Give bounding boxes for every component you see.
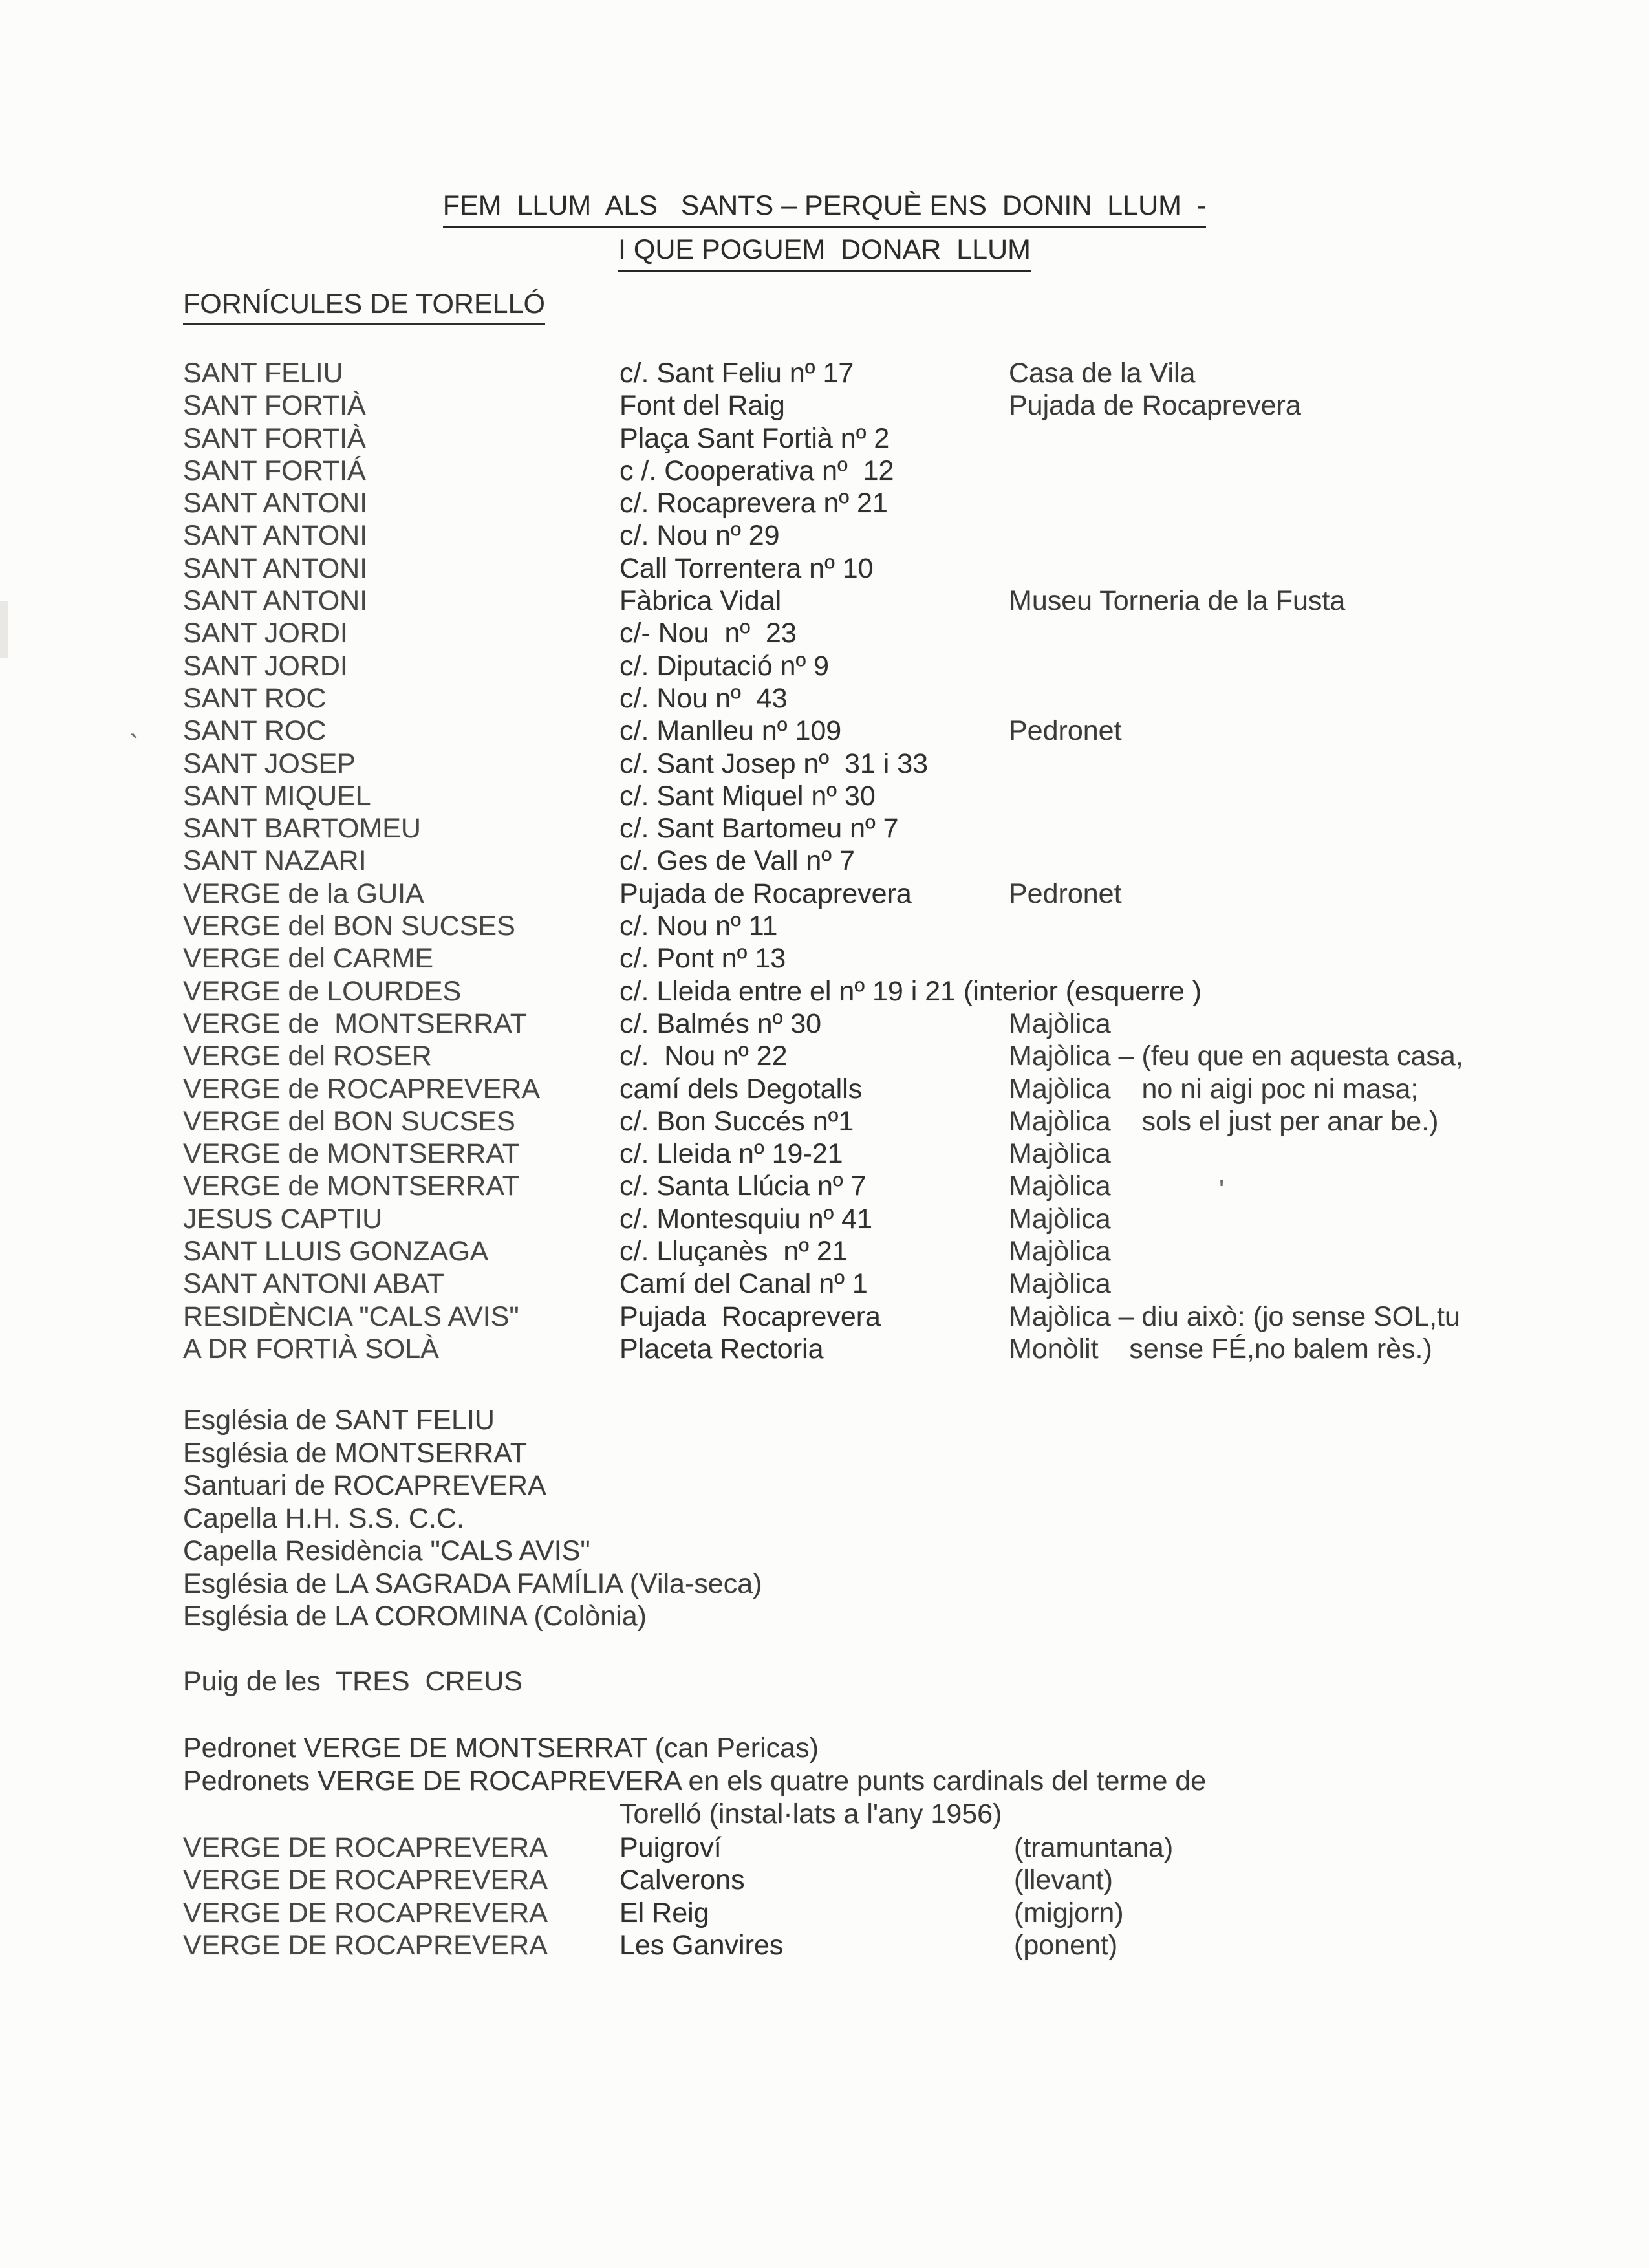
cardinal-direction: (ponent) (1014, 1929, 1118, 1961)
saint-name: SANT NAZARI (183, 845, 367, 877)
churches-list (183, 1405, 762, 1634)
saint-name: SANT FELIU (183, 358, 343, 389)
cardinal-direction: (tramuntana) (1014, 1832, 1174, 1863)
address: c/. Sant Miquel nº 30 (620, 780, 876, 812)
address: c/. Rocaprevera nº 21 (620, 488, 888, 519)
note: Majòlica (1009, 1138, 1111, 1170)
note: Pedronet (1009, 715, 1122, 747)
address: c /. Cooperativa nº 12 (620, 455, 894, 486)
puig-line: Puig de les TRES CREUS (183, 1666, 523, 1697)
address: c/. Sant Bartomeu nº 7 (620, 813, 899, 845)
address: Camí del Canal nº 1 (620, 1268, 868, 1300)
table-row (0, 1832, 1649, 1864)
church-item: Capella Residència "CALS AVIS" (183, 1535, 590, 1566)
pedronets-rocaprevera-continuation: Torelló (instal·lats a l'any 1956) (620, 1798, 1002, 1830)
note: Pujada de Rocaprevera (1009, 390, 1301, 422)
table-row (0, 618, 1649, 650)
title-line-1: FEM LLUM ALS SANTS – PERQUÈ ENS DONIN LLUM - (443, 189, 1206, 228)
saint-name: SANT BARTOMEU (183, 813, 421, 845)
table-row (0, 1041, 1649, 1073)
church-item: Santuari de ROCAPREVERA (183, 1470, 546, 1501)
verge-name: VERGE DE ROCAPREVERA (183, 1897, 548, 1928)
address: c/. Bon Succés nº1 (620, 1105, 854, 1137)
saint-name: SANT ROC (183, 715, 327, 747)
table-row (0, 1897, 1649, 1930)
table-row (0, 683, 1649, 715)
saint-name: SANT LLUIS GONZAGA (183, 1236, 489, 1268)
table-row (0, 1138, 1649, 1171)
saint-name: VERGE de la GUIA (183, 878, 424, 909)
table-row (0, 781, 1649, 813)
address: c/. Ges de Vall nº 7 (620, 845, 855, 877)
table-row (0, 813, 1649, 845)
address: c/. Nou nº 22 (620, 1041, 788, 1072)
address: c/- Nou nº 23 (620, 618, 797, 649)
scan-artifact-mark: ' (1219, 1174, 1225, 1205)
table-row (0, 878, 1649, 911)
table-row (0, 1074, 1649, 1106)
table-row (0, 715, 1649, 748)
church-item: Església de SANT FELIU (183, 1405, 495, 1436)
address: c/. Nou nº 29 (620, 520, 780, 552)
table-row (0, 1864, 1649, 1897)
cardinal-direction: (migjorn) (1014, 1897, 1124, 1928)
address: c/. Nou nº 43 (620, 682, 788, 714)
table-row (0, 455, 1649, 488)
note: Majòlica – (feu que en aquesta casa, (1009, 1041, 1463, 1072)
verge-name: VERGE DE ROCAPREVERA (183, 1929, 548, 1961)
address: Plaça Sant Fortià nº 2 (620, 422, 890, 454)
scan-artifact-mark: ` (129, 729, 139, 761)
church-item: Església de LA COROMINA (Colònia) (183, 1601, 647, 1632)
fornicules-list (0, 358, 1649, 1366)
place-name: Calverons (620, 1864, 745, 1896)
table-row (0, 488, 1649, 520)
address: camí dels Degotalls (620, 1073, 863, 1105)
note: Majòlica (1009, 1268, 1111, 1300)
address: c/. Lleida entre el nº 19 i 21 (interior (esquerre ) (620, 975, 1202, 1007)
pedronet-montserrat-line: Pedronet VERGE DE MONTSERRAT (can Pericas) (183, 1733, 819, 1764)
saint-name: SANT JOSEP (183, 748, 356, 779)
address: c/. Diputació nº 9 (620, 650, 830, 682)
place-name: Puigroví (620, 1832, 722, 1863)
church-item: Capella H.H. S.S. C.C. (183, 1502, 464, 1534)
saint-name: VERGE de MONTSERRAT (183, 1008, 528, 1039)
saint-name: A DR FORTIÀ SOLÀ (183, 1333, 439, 1365)
address: c/. Santa Llúcia nº 7 (620, 1171, 867, 1202)
address: c/. Manlleu nº 109 (620, 715, 842, 747)
saint-name: VERGE del BON SUCSES (183, 911, 515, 942)
table-row (0, 1930, 1649, 1962)
address: c/. Lleida nº 19-21 (620, 1138, 843, 1170)
table-row (0, 976, 1649, 1008)
table-row (0, 1301, 1649, 1334)
table-row (0, 943, 1649, 975)
saint-name: VERGE de ROCAPREVERA (183, 1073, 541, 1105)
table-row (0, 1008, 1649, 1041)
table-row (0, 651, 1649, 683)
saint-name: SANT JORDI (183, 618, 348, 649)
table-row (0, 1236, 1649, 1268)
note: Majòlica – diu això: (jo sense SOL,tu (1009, 1301, 1460, 1332)
saint-name: VERGE de LOURDES (183, 975, 462, 1007)
note: Majòlica (1009, 1203, 1111, 1235)
table-row (0, 520, 1649, 552)
place-name: El Reig (620, 1897, 709, 1928)
address: Placeta Rectoria (620, 1333, 824, 1365)
saint-name: SANT FORTIÀ (183, 422, 366, 454)
verge-name: VERGE DE ROCAPREVERA (183, 1864, 548, 1896)
address: c/. Balmés nº 30 (620, 1008, 822, 1039)
cardinal-direction: (llevant) (1014, 1864, 1113, 1896)
note: Casa de la Vila (1009, 358, 1196, 389)
note: Majòlica (1009, 1008, 1111, 1039)
table-row (0, 390, 1649, 422)
saint-name: SANT FORTIÀ (183, 390, 366, 422)
saint-name: SANT ANTONI (183, 488, 368, 519)
address: Pujada Rocaprevera (620, 1301, 881, 1332)
saint-name: SANT ANTONI (183, 520, 368, 552)
saint-name: SANT JORDI (183, 650, 348, 682)
saint-name: VERGE de MONTSERRAT (183, 1138, 520, 1170)
table-row (0, 845, 1649, 878)
saint-name: SANT MIQUEL (183, 780, 371, 812)
verge-name: VERGE DE ROCAPREVERA (183, 1832, 548, 1863)
address: Font del Raig (620, 390, 785, 422)
saint-name: VERGE del CARME (183, 943, 434, 975)
table-row (0, 1268, 1649, 1301)
address: Call Torrentera nº 10 (620, 552, 874, 584)
address: c/. Pont nº 13 (620, 943, 786, 975)
note: Majòlica sols el just per anar be.) (1009, 1105, 1439, 1137)
table-row (0, 1171, 1649, 1203)
table-row (0, 423, 1649, 455)
note: Majòlica (1009, 1236, 1111, 1268)
note: Museu Torneria de la Fusta (1009, 585, 1346, 617)
address: c/. Sant Josep nº 31 i 33 (620, 748, 929, 779)
saint-name: SANT ANTONI (183, 585, 368, 617)
saint-name: SANT ANTONI ABAT (183, 1268, 444, 1300)
title-line-2: I QUE POGUEM DONAR LLUM (618, 233, 1031, 272)
table-row (0, 911, 1649, 943)
saint-name: SANT ANTONI (183, 552, 368, 584)
address: Fàbrica Vidal (620, 585, 782, 617)
note: Majòlica (1009, 1171, 1111, 1202)
table-row (0, 553, 1649, 585)
table-row (0, 1204, 1649, 1236)
section-heading: FORNÍCULES DE TORELLÓ (183, 288, 545, 325)
saint-name: RESIDÈNCIA "CALS AVIS" (183, 1301, 519, 1332)
document-title (0, 189, 1649, 272)
saint-name: VERGE del BON SUCSES (183, 1105, 515, 1137)
address: Pujada de Rocaprevera (620, 878, 912, 909)
saint-name: JESUS CAPTIU (183, 1203, 383, 1235)
saint-name: VERGE de MONTSERRAT (183, 1171, 520, 1202)
table-row (0, 748, 1649, 781)
church-item: Església de MONTSERRAT (183, 1437, 528, 1469)
table-row (0, 585, 1649, 618)
table-row (0, 358, 1649, 390)
saint-name: VERGE del ROSER (183, 1041, 432, 1072)
address: c/. Montesquiu nº 41 (620, 1203, 872, 1235)
address: c/. Lluçanès nº 21 (620, 1236, 848, 1268)
note: Monòlit sense FÉ,no balem rès.) (1009, 1333, 1432, 1365)
note: Pedronet (1009, 878, 1122, 909)
address: c/. Sant Feliu nº 17 (620, 358, 854, 389)
address: c/. Nou nº 11 (620, 911, 778, 942)
saint-name: SANT ROC (183, 682, 327, 714)
note: Majòlica no ni aigi poc ni masa; (1009, 1073, 1419, 1105)
church-item: Església de LA SAGRADA FAMÍLIA (Vila-seca) (183, 1568, 762, 1599)
place-name: Les Ganvires (620, 1929, 784, 1961)
pedronets-rocaprevera-line: Pedronets VERGE DE ROCAPREVERA en els quatre punts cardinals del terme de (183, 1766, 1207, 1797)
table-row (0, 1106, 1649, 1138)
saint-name: SANT FORTIÁ (183, 455, 366, 486)
table-row (0, 1334, 1649, 1366)
cardinal-points-list (0, 1832, 1649, 1962)
